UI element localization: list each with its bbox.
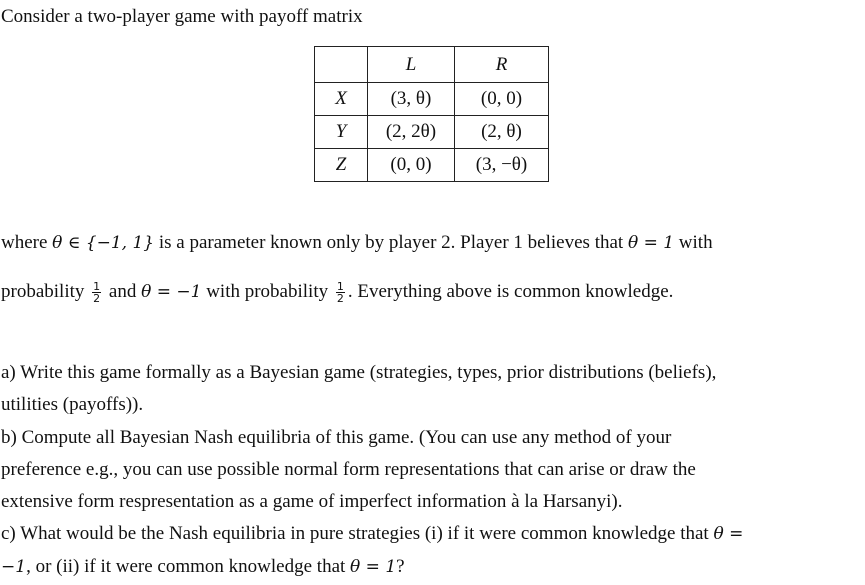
row-label-y: Y xyxy=(315,116,368,149)
theta-set-math: θ ∈ {−1, 1} xyxy=(52,233,155,253)
theta-equals-one-math: θ = 1 xyxy=(627,233,675,253)
column-label-r: R xyxy=(455,47,549,83)
matrix-row-z xyxy=(315,149,549,182)
common-knowledge-text: Everything above is common knowledge. xyxy=(357,281,674,302)
cell-y-r: (2, θ) xyxy=(455,116,549,149)
theta-equals-math: θ = xyxy=(713,524,744,544)
with-probability-text: with probability xyxy=(201,281,333,302)
and-text: and xyxy=(104,281,142,302)
payoff-matrix xyxy=(314,46,549,182)
half-fraction-2: $\frac{1}{2}$ xyxy=(336,280,344,306)
question-c-line-2 xyxy=(1,556,405,578)
matrix-corner-cell xyxy=(315,47,368,83)
question-c-text: c) What would be the Nash equilibria in pure strategies (i) if it were common knowledge that xyxy=(1,523,714,544)
where-text: where xyxy=(1,232,48,253)
matrix-header-row xyxy=(315,47,549,83)
column-label-l: L xyxy=(368,47,455,83)
half-fraction-1: $\frac{1}{2}$ xyxy=(93,280,101,306)
parameter-text: is a parameter known only by player 2. Player 1 believes that xyxy=(154,232,628,253)
row-label-x: X xyxy=(315,83,368,116)
minus-one-math: −1 xyxy=(1,557,27,577)
cell-x-r: (0, 0) xyxy=(455,83,549,116)
theta-equals-one-math-2: θ = 1 xyxy=(350,557,397,577)
theta-equals-minus-one-math: θ = −1 xyxy=(141,282,202,302)
cell-x-l: (3, θ) xyxy=(368,83,455,116)
question-c-line-1 xyxy=(1,523,743,545)
cell-z-r: (3, −θ) xyxy=(455,149,549,182)
question-mark-text: ? xyxy=(396,556,405,577)
probability-text: probability xyxy=(1,281,85,302)
paragraph-line-1 xyxy=(1,232,713,254)
paragraph-line-2: probability $\frac{1}{2}$ and θ = −1 with probability $\frac{1}{2}$ . Everything above is common knowledge. xyxy=(1,280,674,306)
cell-y-l: (2, 2θ) xyxy=(368,116,455,149)
with-text: with xyxy=(674,232,713,253)
question-b-line-2: preference e.g., you can use possible normal form representations that can arise or draw the xyxy=(1,459,696,480)
matrix-row-y xyxy=(315,116,549,149)
intro-text: Consider a two-player game with payoff matrix xyxy=(1,6,363,27)
row-label-z: Z xyxy=(315,149,368,182)
question-b-line-3: extensive form respresentation as a game of imperfect information à la Harsanyi). xyxy=(1,491,623,512)
question-a-line-2: utilities (payoffs)). xyxy=(1,394,144,415)
question-a-line-1: a) Write this game formally as a Bayesian game (strategies, types, prior distributions (beliefs), xyxy=(1,362,717,383)
question-c-or-text: , or (ii) if it were common knowledge that xyxy=(26,556,351,577)
cell-z-l: (0, 0) xyxy=(368,149,455,182)
matrix-row-x xyxy=(315,83,549,116)
question-b-line-1: b) Compute all Bayesian Nash equilibria of this game. (You can use any method of your xyxy=(1,427,672,448)
